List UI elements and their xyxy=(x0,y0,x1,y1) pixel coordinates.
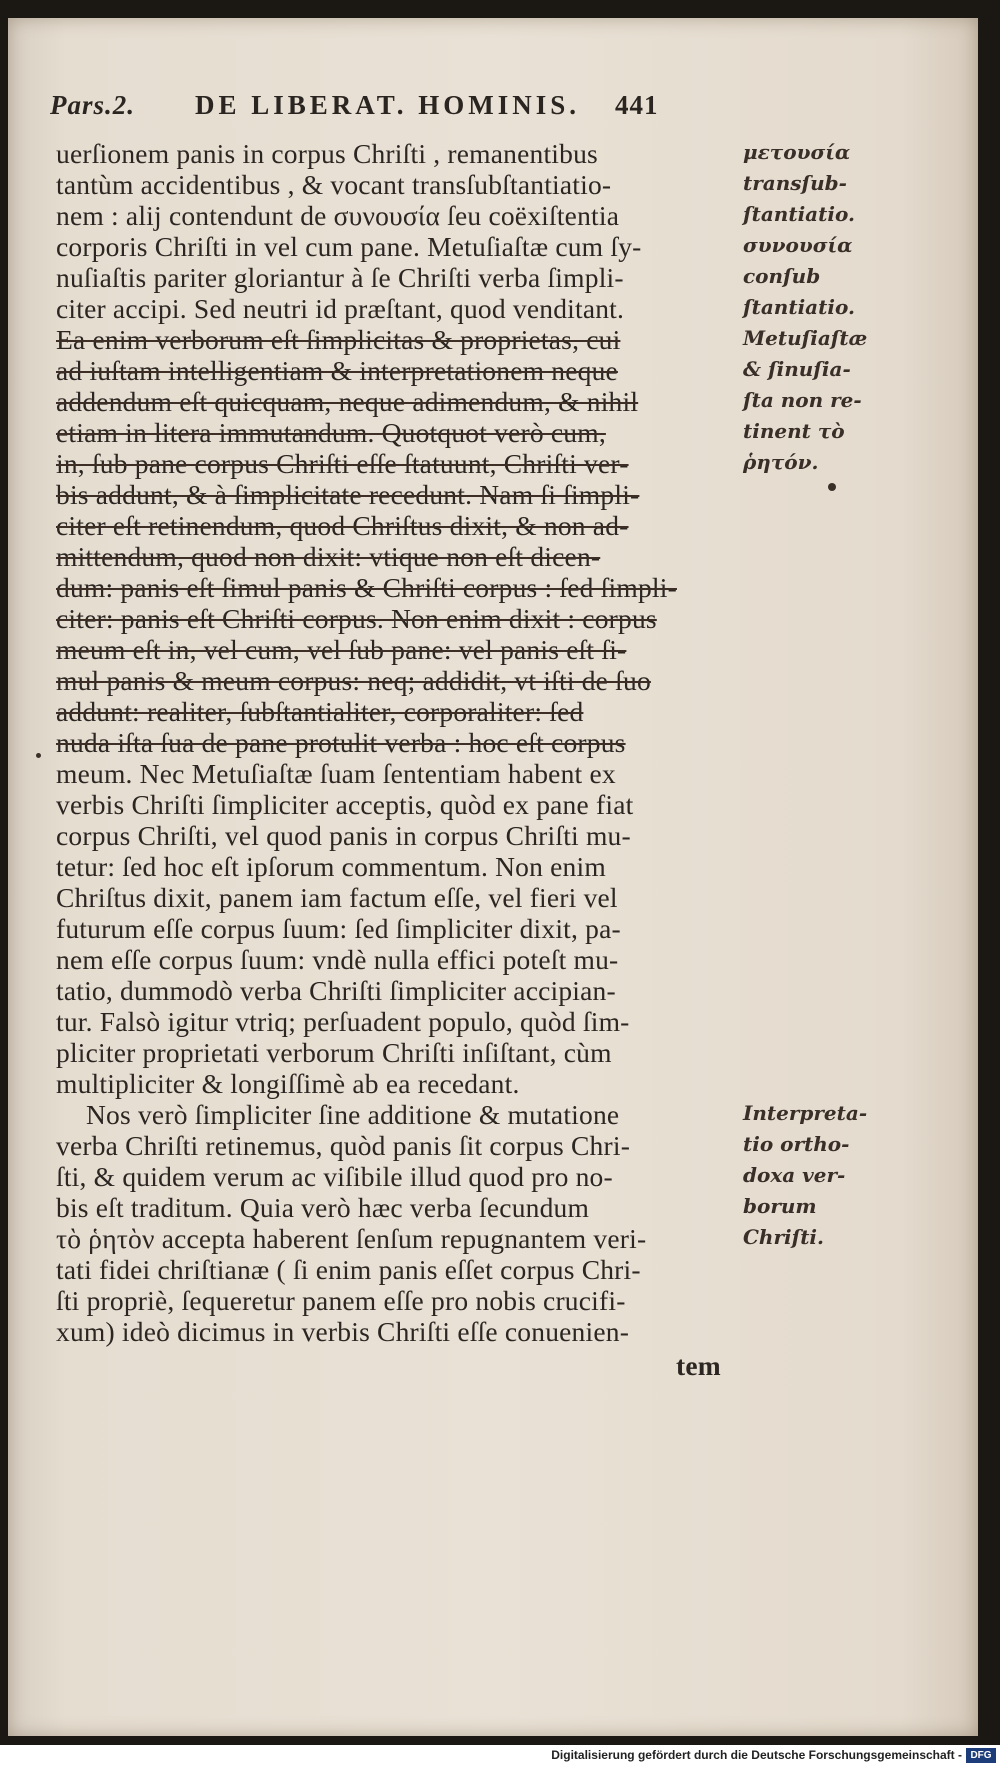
text-line: pliciter proprietati verborum Chriſti inſiſtant, cùm xyxy=(56,1037,612,1068)
margin-note: Metuſiaſtæ xyxy=(743,326,868,350)
text-line: tetur: ſed hoc eſt ipſorum commentum. Non enim xyxy=(56,851,606,882)
text-line-underlined: ad iuſtam intelligentiam & interpretationem neque xyxy=(56,355,618,386)
margin-note: μετουσία xyxy=(743,140,851,164)
text-line: uerſionem panis in corpus Chriſti , remanentibus xyxy=(56,138,598,169)
text-line-underlined: addunt: realiter, ſubſtantialiter, corporaliter: ſed xyxy=(56,696,584,727)
text-line-underlined: Ea enim verborum eſt ſimplicitas & proprietas, cui xyxy=(56,324,621,355)
text-line: multipliciter & longiſſimè ab ea recedant. xyxy=(56,1068,520,1099)
margin-note: conſub xyxy=(743,264,821,288)
text-line-underlined: addendum eſt quicquam, neque adimendum, & nihil xyxy=(56,386,639,417)
part-label: Pars.2. xyxy=(50,90,136,120)
catchword: tem xyxy=(676,1350,721,1381)
text-line-underlined: mul panis & meum corpus: neq; addidit, vt iſti de ſuo xyxy=(56,665,651,696)
margin-note: tio ortho- xyxy=(743,1132,850,1156)
margin-note: ſtantiatio. xyxy=(743,295,855,319)
text-line: tatio, dummodò verba Chriſti ſimpliciter accipian- xyxy=(56,975,616,1006)
text-line-underlined: meum eſt in, vel cum, vel ſub pane: vel panis eſt ſi- xyxy=(56,634,627,665)
text-line-underlined: citer eſt retinendum, quod Chriſtus dixit, & non ad- xyxy=(56,510,629,541)
text-line-underlined: citer: panis eſt Chriſti corpus. Non enim dixit : corpus xyxy=(56,603,657,634)
text-line: nem eſſe corpus ſuum: vndè nulla effici poteſt mu- xyxy=(56,944,619,975)
margin-note: Interpreta- xyxy=(743,1101,868,1125)
running-title: DE LIBERAT. HOMINIS. xyxy=(195,90,581,120)
text-line: xum) ideò dicimus in verbis Chriſti eſſe conuenien- xyxy=(56,1316,630,1347)
text-line-paragraph-start: Nos verò ſimpliciter ſine additione & mutatione xyxy=(86,1099,620,1130)
margin-note: & ſinuſia- xyxy=(743,357,851,381)
text-line-underlined: nuda iſta ſua de pane protulit verba : hoc eſt corpus xyxy=(56,727,626,758)
text-line-underlined: etiam in litera immutandum. Quotquot verò cum, xyxy=(56,417,606,448)
margin-note: ſtantiatio. xyxy=(743,202,855,226)
text-line: Chriſtus dixit, panem iam factum eſſe, vel fieri vel xyxy=(56,882,618,913)
text-line: ſti, & quidem verum ac viſibile illud quod pro no- xyxy=(56,1161,613,1192)
margin-note: ῥητόν. xyxy=(743,450,819,474)
text-line-underlined: in, ſub pane corpus Chriſti eſſe ſtatuunt, Chriſti ver- xyxy=(56,448,629,479)
text-line-underlined: mittendum, quod non dixit: vtique non eſt dicen- xyxy=(56,541,601,572)
text-line: futurum eſſe corpus ſuum: ſed ſimpliciter dixit, pa- xyxy=(56,913,621,944)
text-line: nuſiaſtis pariter gloriantur à ſe Chriſti verba ſimpli- xyxy=(56,262,624,293)
text-line: corpus Chriſti, vel quod panis in corpus Chriſti mu- xyxy=(56,820,631,851)
text-line: verba Chriſti retinemus, quòd panis ſit corpus Chri- xyxy=(56,1130,631,1161)
text-line: τὸ ῥητὸν accepta haberent ſenſum repugnantem veri- xyxy=(56,1223,647,1254)
margin-note: Chriſti. xyxy=(743,1225,824,1249)
text-line: tati fidei chriſtianæ ( ſi enim panis eſſet corpus Chri- xyxy=(56,1254,641,1285)
margin-note: ſta non re- xyxy=(743,388,862,412)
funding-credit: Digitalisierung gefördert durch die Deutsche Forschungsgemeinschaft - xyxy=(551,1748,962,1762)
margin-note: συνουσία xyxy=(743,233,853,257)
text-line: citer accipi. Sed neutri id præſtant, quod venditant. xyxy=(56,293,625,324)
ink-mark xyxy=(36,753,41,758)
text-line: ſti propriè, ſequeretur panem eſſe pro nobis crucifi- xyxy=(56,1285,626,1316)
text-line: tur. Falsò igitur vtriq; perſuadent populo, quòd ſim- xyxy=(56,1006,630,1037)
text-line: corporis Chriſti in vel cum pane. Metuſiaſtæ cum ſy- xyxy=(56,231,642,262)
text-line: verbis Chriſti ſimpliciter acceptis, quòd ex pane fiat xyxy=(56,789,634,820)
text-line-underlined: bis addunt, & à ſimplicitate recedunt. Nam ſi ſimpli- xyxy=(56,479,640,510)
digitization-footer xyxy=(0,1745,1000,1768)
text-line: meum. Nec Metuſiaſtæ ſuam ſententiam habent ex xyxy=(56,758,616,789)
text-line: nem : alij contendunt de συνουσία ſeu coëxiſtentia xyxy=(56,200,620,231)
running-head xyxy=(50,90,750,130)
text-line: bis eſt traditum. Quia verò hæc verba ſecundum xyxy=(56,1192,590,1223)
dfg-logo: DFG xyxy=(966,1748,996,1763)
margin-note: borum xyxy=(743,1194,817,1218)
margin-note: doxa ver- xyxy=(743,1163,846,1187)
ink-mark xyxy=(828,483,836,491)
book-page xyxy=(8,18,978,1736)
margin-note: transſub- xyxy=(743,171,847,195)
text-line-underlined: dum: panis eſt ſimul panis & Chriſti corpus : ſed ſimpli- xyxy=(56,572,677,603)
text-line: tantùm accidentibus , & vocant transſubſtantiatio- xyxy=(56,169,612,200)
page-number: 441 xyxy=(615,90,659,120)
margin-note: tinent τὸ xyxy=(743,419,845,443)
